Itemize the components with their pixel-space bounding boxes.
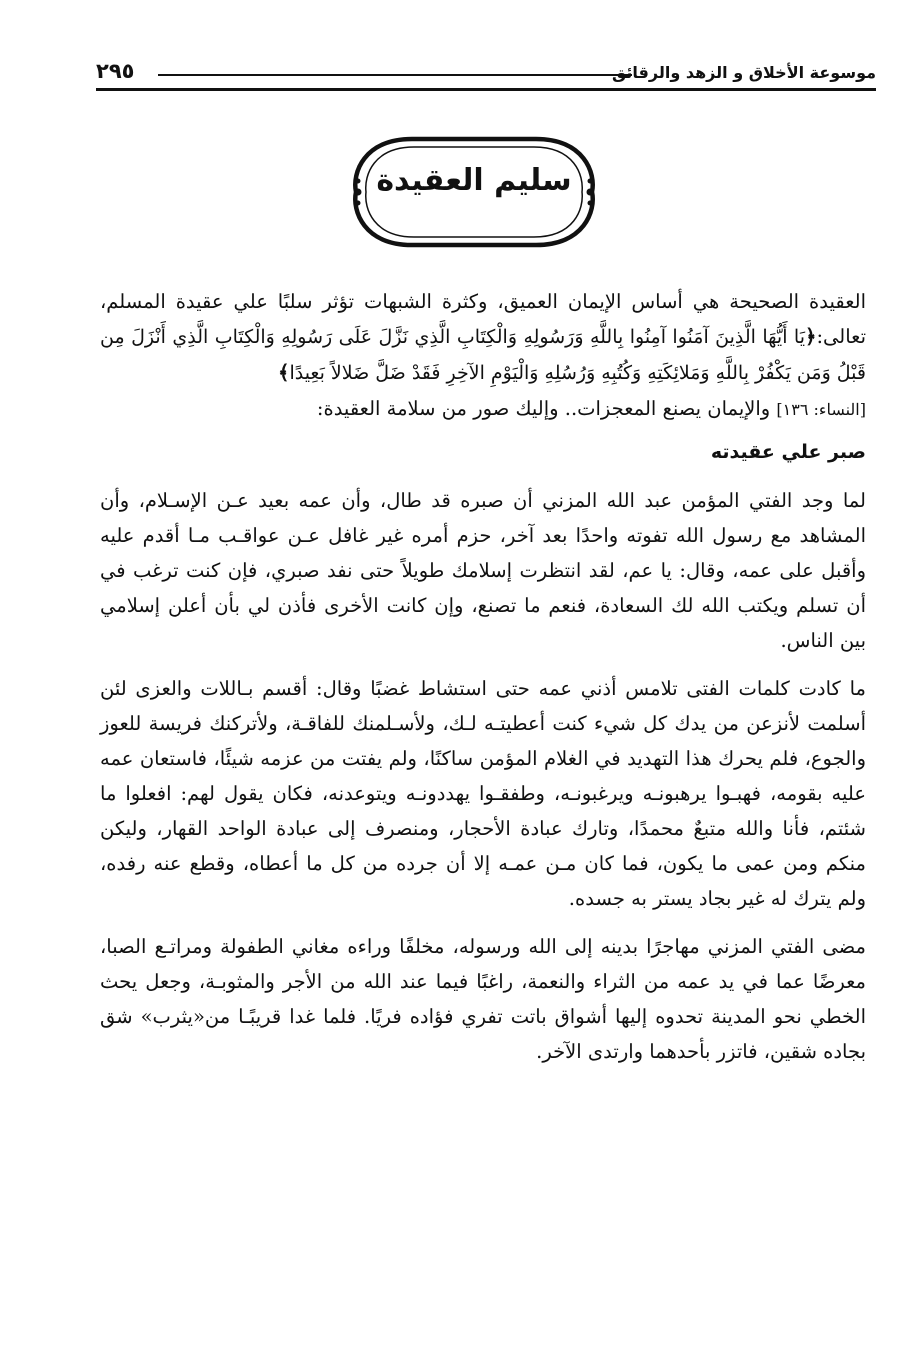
- book-title: موسوعة الأخلاق و الزهد والرقائق: [611, 63, 876, 82]
- intro-conclusion: والإيمان يصنع المعجزات.. وإليك صور من سلامة العقيدة:: [316, 397, 777, 420]
- page-number: ٢٩٥: [96, 59, 135, 83]
- chapter-title-frame: [352, 133, 596, 251]
- verse-close-bracket: ﴾: [278, 361, 290, 384]
- intro-paragraph: [100, 284, 866, 427]
- section-heading: صبر علي عقيدته: [710, 441, 866, 463]
- body-text: [100, 284, 866, 1082]
- paragraph-2: ما كادت كلمات الفتى تلامس أذني عمه حتى استشاط غضبًا وقال: أقسم بـاللات والعزى لئن أسلمت لأنزعن من يدك كل شيء كنت أعطيتـه لـك، ولأسـلمنك للفاقـة، ولأتركنك فريسة للعوز والجوع، فلم يحرك هذا التهديد في الغلام المؤمن ساكنًا، ولم يفتت من عزمه شيئًا، فاستعان عمه عليه بقومه، فهبـوا يرهبونـه ويرغبونـه، وطفقـوا يهددونـه ويتوعدنه، فكان يقول لهم: افعلوا ما شئتم، فأنا والله متبعٌ محمدًا، وتارك عبادة الأحجار، ومنصرف إلى عبادة الواحد القهار، وليكن منكم ومن عمى ما يكون، فما كان مـن عمـه إلا أن جرده من كل ما أعطاه، وقطع عنه رفده، ولم يترك له غير بجاد يستر به جسده.: [100, 677, 866, 910]
- header-rule-short: [158, 74, 632, 76]
- verse-citation: [النساء: ١٣٦]: [776, 400, 866, 419]
- verse-open-bracket: ﴿: [805, 325, 817, 348]
- intro-text: العقيدة الصحيحة هي أساس الإيمان العميق، وكثرة الشبهات تؤثر سلبًا علي عقيدة المسلم، تعالى:: [100, 290, 866, 348]
- header-rule-long: [96, 88, 876, 91]
- paragraph-1: لما وجد الفتي المؤمن عبد الله المزني أن صبره قد طال، وأن عمه بعيد عـن الإسـلام، وأن المشاهد مع رسول الله تفوته واحدًا بعد آخر، حزم أمره غير غافل عـن عواقـب مـا أقدم عليه وأقبل على عمه، وقال: يا عم، لقد انتظرت إسلامك طويلاً حتى نفد صبري، فإن كنت ترغب في أن تسلم ويكتب الله لك السعادة، فنعم ما تصنع، وإن كانت الأخرى فأذن لي بأن أعلن إسلامي بين الناس.: [100, 489, 866, 652]
- quran-verse: يَا أَيُّهَا الَّذِينَ آمَنُوا آمِنُوا بِاللَّهِ وَرَسُولِهِ وَالْكِتَابِ الَّذِي نَزَّلَ عَلَى رَسُولِهِ وَالْكِتَابِ الَّذِي أَنْزَلَ مِن قَبْلُ وَمَن يَكْفُرْ بِاللَّهِ وَمَلائِكَتِهِ وَكُتُبِهِ وَرُسُلِهِ وَالْيَوْمِ الآخِرِ فَقَدْ ضَلَّ ضَلالاً بَعِيدًا: [100, 326, 866, 384]
- running-header: [96, 48, 876, 84]
- paragraph-3: مضى الفتي المزني مهاجرًا بدينه إلى الله ورسوله، مخلفًا وراءه مغاني الطفولة ومراتـع الصبا، معرضًا عما في يد عمه من الثراء والنعمة، راغبًا فيما عند الله من الأجر والمثوبـة، وجعل يحث الخطي نحو المدينة تحدوه إليها أشواق باتت تفري فؤاده فريًا. فلما غدا قريبًـا من«يثرب» شق بجاده شقين، فاتزر بأحدهما وارتدى الآخر.: [100, 935, 866, 1063]
- chapter-title: سليم العقيدة: [376, 163, 572, 198]
